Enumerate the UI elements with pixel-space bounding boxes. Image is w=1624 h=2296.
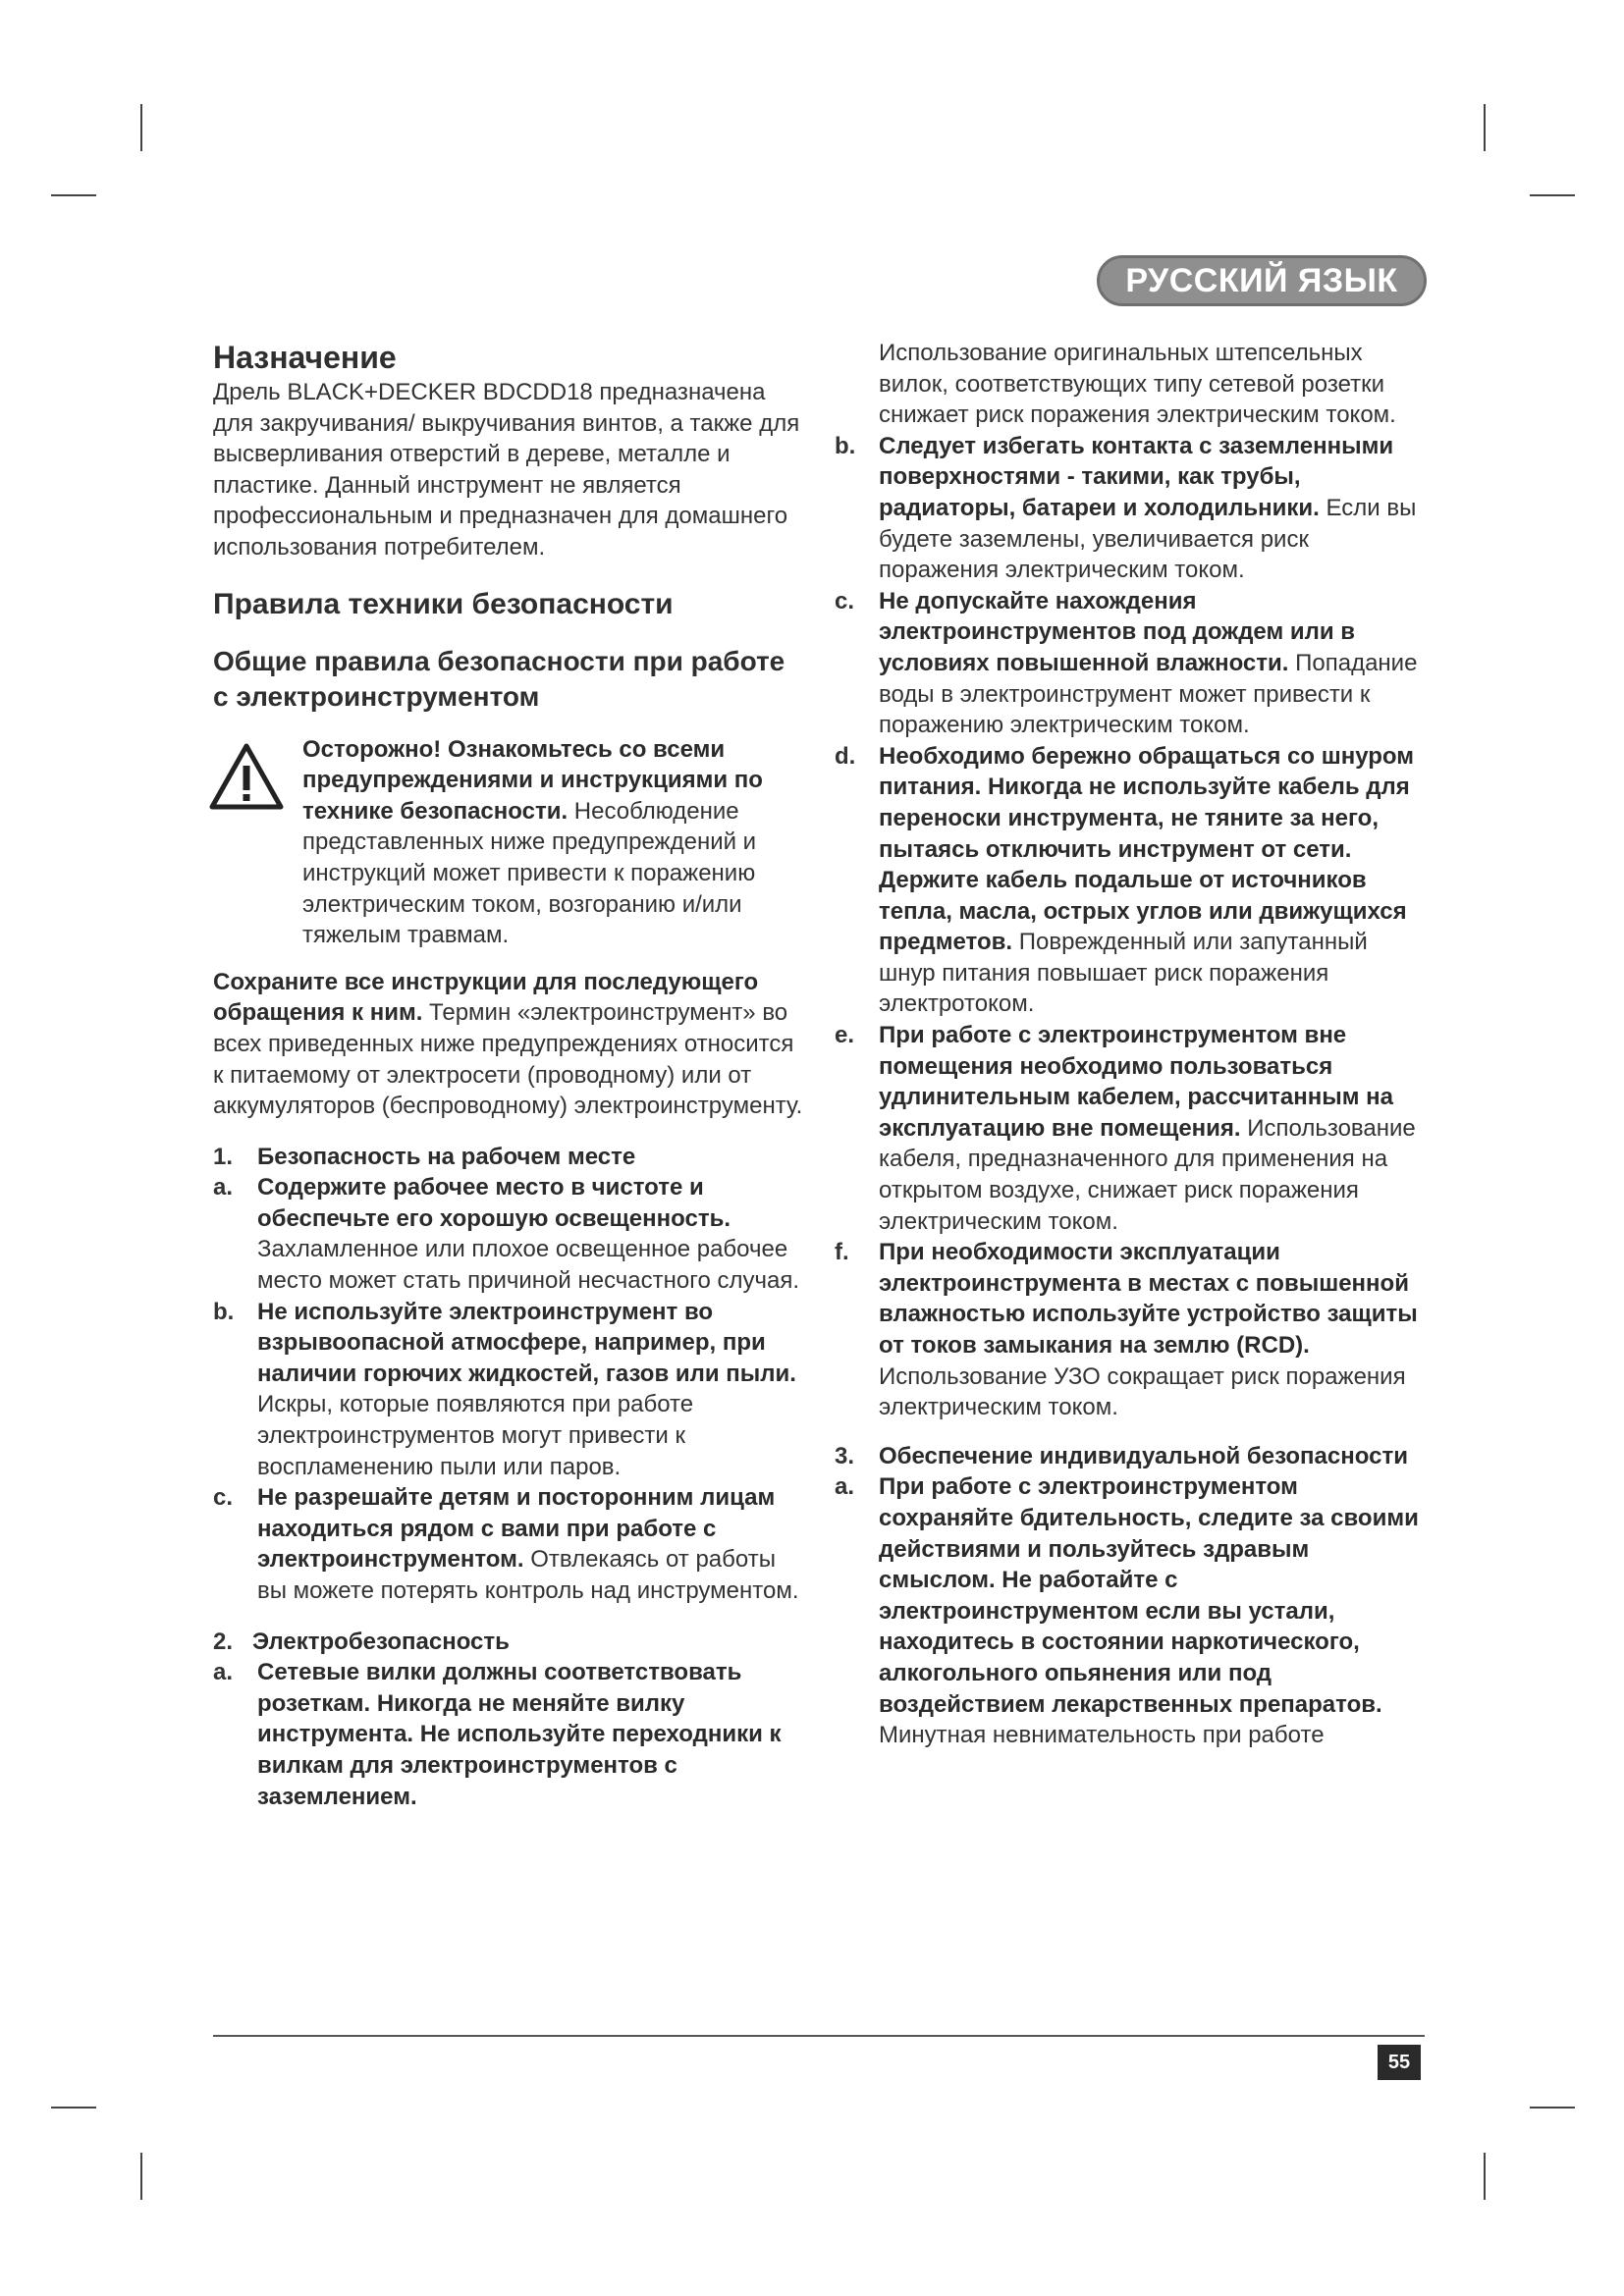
- section-2-item-a-continued: [835, 338, 1424, 431]
- item-text: Использование УЗО сокращает риск поражения электрическим током.: [879, 1362, 1406, 1421]
- language-tab: РУССКИЙ ЯЗЫК: [1097, 255, 1427, 306]
- section-1-heading: [213, 1142, 807, 1173]
- warning-text: Несоблюдение представленных ниже предупреждений и инструкций может привести к поражению электрическим током, возгоранию и/или тяжелым травмам.: [302, 797, 757, 949]
- item-bold: При работе с электроинструментом сохраняйте бдительность, следите за своими действиями и пользуйтесь здравым смыслом. Не работайте с электроинструментом если вы устали, находитесь в состоянии наркотического, алкогольного опьянения или под воздействием лекарственных препаратов.: [879, 1473, 1419, 1718]
- item-label: b.: [835, 432, 856, 459]
- warning-bold: Осторожно! Ознакомьтесь со всеми предупреждениями и инструкциями по технике безопасности.: [302, 735, 763, 825]
- right-column: [835, 338, 1424, 1751]
- item-text: Поврежденный или запутанный шнур питания повышает риск поражения электротоком.: [879, 929, 1368, 1018]
- keep-instructions-bold: Сохраните все инструкции для последующего обращения к ним.: [213, 968, 759, 1027]
- item-label: a.: [213, 1659, 234, 1686]
- crop-mark: [1484, 2153, 1486, 2200]
- item-bold: Содержите рабочее место в чистоте и обеспечьте его хорошую освещенность.: [257, 1174, 731, 1232]
- section-2-item-b: [835, 431, 1424, 586]
- item-bold: Не используйте электроинструмент во взрывоопасной атмосфере, например, при наличии горючих жидкостей, газов или пыли.: [257, 1298, 796, 1387]
- item-text: Минутная невнимательность при работе: [879, 1722, 1325, 1749]
- item-bold: Не разрешайте детям и посторонним лицам находиться рядом с вами при работе с электроинструментом.: [257, 1484, 776, 1574]
- crop-mark: [140, 104, 142, 151]
- item-bold: Следует избегать контакта с заземленными поверхностями - такими, как трубы, радиаторы, батареи и холодильники.: [879, 432, 1394, 521]
- general-safety-title: Общие правила безопасности при работе с электроинструментом: [213, 645, 785, 712]
- item-label: d.: [835, 742, 856, 770]
- bottom-rule: [213, 2035, 1425, 2037]
- crop-mark: [1530, 194, 1575, 196]
- section-2-number: 2.: [213, 1628, 234, 1655]
- item-bold: При работе с электроинструментом вне помещения необходимо пользоваться удлинительным кабелем, рассчитанным на эксплуатацию вне помещения.: [879, 1022, 1393, 1142]
- section-2-item-a: [213, 1657, 807, 1812]
- section-2-item-f: [835, 1237, 1424, 1423]
- item-text: Использование кабеля, предназначенного для применения на открытом воздухе, снижает риск поражения электрическим током.: [879, 1114, 1416, 1235]
- crop-mark: [51, 2107, 96, 2109]
- item-text: Отвлекаясь от работы вы можете потерять контроль над инструментом.: [257, 1546, 799, 1604]
- section-3-heading: [835, 1441, 1424, 1472]
- crop-mark: [51, 194, 96, 196]
- keep-instructions-text: Термин «электроинструмент» во всех приведенных ниже предупреждениях относится к питаемому от электросети (проводному) или от аккумуляторов (беспроводному) электроинструменту.: [213, 999, 803, 1120]
- item-text: Использование оригинальных штепсельных вилок, соответствующих типу сетевой розетки снижает риск поражения электрическим током.: [879, 340, 1396, 429]
- item-label: a.: [835, 1473, 855, 1501]
- section-3-item-a: [835, 1471, 1424, 1750]
- section-1-item-c: [213, 1482, 807, 1606]
- section-3-title: Обеспечение индивидуальной безопасности: [879, 1442, 1408, 1469]
- item-label: f.: [835, 1239, 849, 1266]
- item-label: c.: [835, 587, 855, 614]
- section-1-title: Безопасность на рабочем месте: [257, 1143, 636, 1170]
- item-label: b.: [213, 1298, 235, 1325]
- item-bold: При необходимости эксплуатации электроинструмента в местах с повышенной влажностью используйте устройство защиты от токов замыкания на землю (RCD).: [879, 1239, 1418, 1359]
- item-text: Попадание воды в электроинструмент может привести к поражению электрическим током.: [879, 649, 1418, 739]
- safety-title: Правила техники безопасности: [213, 587, 674, 620]
- item-text: Искры, которые появляются при работе электроинструментов могут привести к воспламенению пыли или паров.: [257, 1391, 694, 1480]
- item-label: e.: [835, 1022, 855, 1049]
- item-text: Если вы будете заземлены, увеличивается риск поражения электрическим током.: [879, 494, 1417, 584]
- section-3-number: 3.: [835, 1442, 855, 1469]
- item-bold: Сетевые вилки должны соответствовать розеткам. Никогда не меняйте вилку инструмента. Не используйте переходники к вилкам для электроинструментов с заземлением.: [257, 1659, 782, 1810]
- section-2-item-e: [835, 1020, 1424, 1237]
- section-1-item-a: [213, 1172, 807, 1296]
- section-2-title: Электробезопасность: [252, 1628, 510, 1655]
- section-1-item-b: [213, 1297, 807, 1483]
- section-1-number: 1.: [213, 1143, 234, 1170]
- item-label: c.: [213, 1484, 234, 1512]
- left-column: [213, 338, 807, 1812]
- item-label: a.: [213, 1174, 234, 1201]
- item-text: Захламленное или плохое освещенное рабочее место может стать причиной несчастного случая.: [257, 1236, 800, 1295]
- item-bold: Необходимо бережно обращаться со шнуром питания. Никогда не используйте кабель для переноски инструмента, не тяните за него, пытаясь отключить инструмент от сети. Держите кабель подальше от источников тепла, масла, острых углов или движущихся предметов.: [879, 742, 1414, 956]
- section-2-heading: [213, 1627, 807, 1658]
- purpose-title: Назначение: [213, 340, 397, 375]
- warning-icon: [209, 742, 284, 811]
- crop-mark: [1530, 2107, 1575, 2109]
- item-bold: Не допускайте нахождения электроинструментов под дождем или в условиях повышенной влажности.: [879, 587, 1356, 676]
- section-2-item-d: [835, 741, 1424, 1020]
- page-number: 55: [1378, 2045, 1421, 2080]
- section-2-item-c: [835, 586, 1424, 741]
- crop-mark: [1484, 104, 1486, 151]
- warning-block: [213, 734, 807, 951]
- purpose-text: Дрель BLACK+DECKER BDCDD18 предназначена для закручивания/ выкручивания винтов, а также для высверливания отверстий в дереве, металле и пластике. Данный инструмент не является профессиональным и предназначен для домашнего использования потребителем.: [213, 379, 800, 561]
- crop-mark: [140, 2153, 142, 2200]
